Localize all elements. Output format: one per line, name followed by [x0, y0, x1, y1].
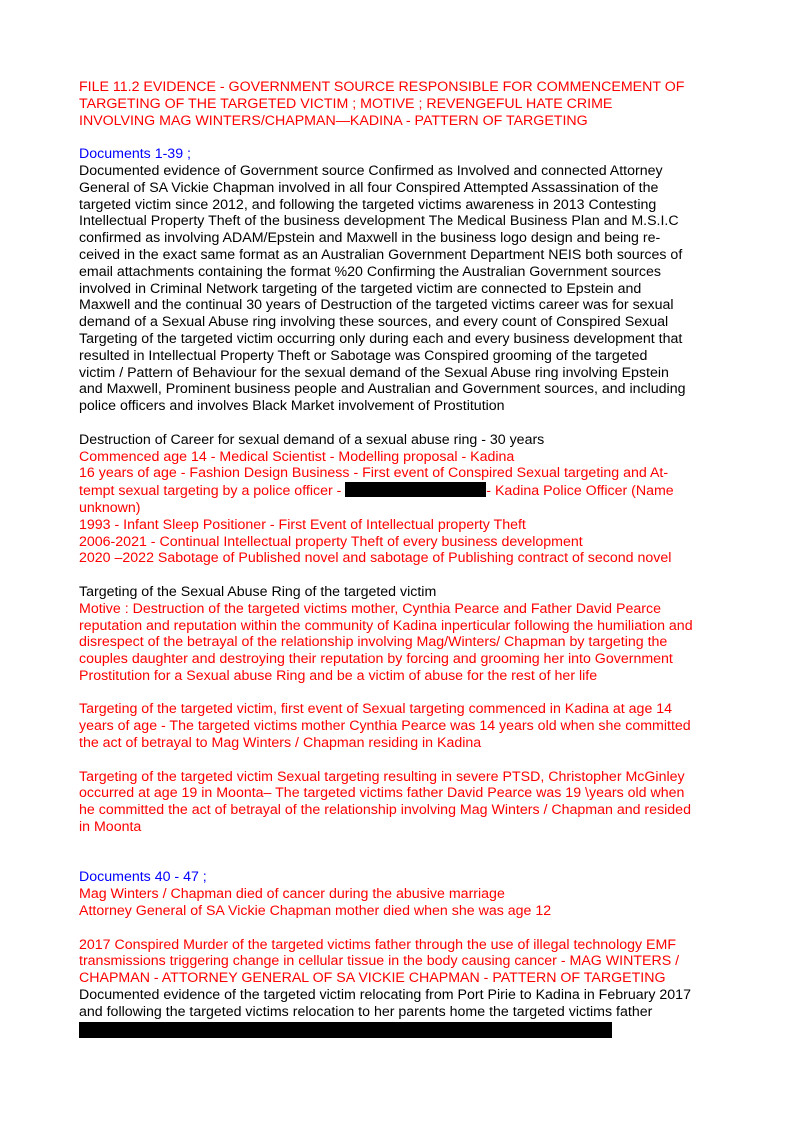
career-item: unknown): [79, 499, 141, 516]
career-list: [79, 449, 719, 568]
career-item-text: tempt sexual targeting by a police officer -: [79, 483, 346, 500]
motive-line: reputation and reputation within the community of Kadina inperticular following the humiliation and: [79, 617, 693, 634]
career-item: [79, 482, 719, 500]
murder-body: [79, 987, 719, 1038]
body-line: victim / Pattern of Behaviour for the sexual demand of the Sexual Abuse ring involving Epstein: [79, 364, 669, 381]
body-line: involved in Criminal Network targeting of the targeted victim are connected to Epstein and: [79, 280, 642, 297]
murder-body-line: Documented evidence of the targeted victim relocating from Port Pirie to Kadina in February 2017: [79, 987, 691, 1004]
motive-line: couples daughter and destroying their reputation by forcing and grooming her into Government: [79, 651, 673, 668]
paragraph-line: Targeting of the targeted victim, first event of Sexual targeting commenced in Kadina at age 14: [79, 701, 673, 718]
ring-title: Targeting of the Sexual Abuse Ring of the targeted victim: [79, 583, 437, 600]
paragraph-line: he committed the act of betrayal of the relationship involving Mag Winters / Chapman and resided: [79, 802, 691, 819]
body-line: email attachments containing the format %20 Confirming the Australian Government sources: [79, 263, 661, 280]
murder-line: 2017 Conspired Murder of the targeted victims father through the use of illegal technology EMF: [79, 936, 676, 953]
body-line: Targeting of the targeted victim occurring only during each and every business development that: [79, 330, 683, 347]
body-line: demand of a Sexual Abuse ring involving these sources, and every count of Conspired Sexual: [79, 314, 669, 331]
body-line: Intellectual Property Theft of the business development The Medical Business Plan and M.S.I.C: [79, 213, 679, 230]
redaction-bar: [345, 482, 486, 497]
career-item: 2006-2021 - Continual Intellectual property Theft of every business development: [79, 533, 583, 550]
motive-paragraph: [79, 601, 719, 685]
career-title: Destruction of Career for sexual demand of a sexual abuse ring - 30 years: [79, 431, 545, 448]
body-line: resulted in Intellectual Property Theft or Sabotage was Conspired grooming of the targeted: [79, 347, 648, 364]
body-line: Maxwell and the continual 30 years of Destruction of the targeted victims career was for sexual: [79, 297, 674, 314]
moonta-paragraph: [79, 769, 719, 836]
career-item: 16 years of age - Fashion Design Business - First event of Conspired Sexual targeting and At-: [79, 465, 669, 482]
body-line: and Maxwell, Prominent business people and Australian and Government sources, and including: [79, 381, 686, 398]
redaction-bar: [79, 1022, 612, 1038]
motive-line: Motive : Destruction of the targeted victims mother, Cynthia Pearce and Father David Pearce: [79, 600, 661, 617]
heading-line: FILE 11.2 EVIDENCE - GOVERNMENT SOURCE RESPONSIBLE FOR COMMENCEMENT OF: [79, 79, 685, 95]
body-line: Documented evidence of Government source Confirmed as Involved and connected Attorney: [79, 162, 663, 179]
heading-line: INVOLVING MAG WINTERS/CHAPMAN—KADINA - PATTERN OF TARGETING: [79, 112, 588, 129]
murder-heading: [79, 937, 719, 987]
murder-line: transmissions triggering change in cellular tissue in the body causing cancer - MAG WINTERS /: [79, 953, 680, 970]
motive-line: disrespect of the betrayal of the relationship involving Mag/Winters/ Chapman by targeting the: [79, 634, 668, 651]
paragraph-line: occurred at age 19 in Moonta– The targeted victims father David Pearce was 19 \years old when: [79, 785, 685, 802]
career-item: Commenced age 14 - Medical Scientist - Modelling proposal - Kadina: [79, 448, 515, 465]
paragraph-line: years of age - The targeted victims mother Cynthia Pearce was 14 years old when she committed: [79, 718, 691, 735]
section2-line: Mag Winters / Chapman died of cancer during the abusive marriage: [79, 886, 505, 903]
kadina-paragraph: [79, 701, 719, 751]
section1-body: [79, 163, 719, 415]
documents-40-47-label: Documents 40 - 47 ;: [79, 869, 207, 886]
section2-lines: [79, 886, 719, 920]
murder-line: CHAPMAN - ATTORNEY GENERAL OF SA VICKIE CHAPMAN - PATTERN OF TARGETING: [79, 970, 666, 987]
file-heading: [79, 79, 719, 129]
document-page: [79, 79, 719, 1038]
career-item-text: - Kadina Police Officer (Name: [486, 483, 674, 500]
motive-line: Prostitution for a Sexual abuse Ring and be a victim of abuse for the rest of her life: [79, 667, 598, 684]
paragraph-line: the act of betrayal to Mag Winters / Chapman residing in Kadina: [79, 735, 482, 752]
paragraph-line: Targeting of the targeted victim Sexual targeting resulting in severe PTSD, Christopher McGinley: [79, 768, 685, 785]
murder-body-line: and following the targeted victims relocation to her parents home the targeted victims father: [79, 1003, 653, 1020]
career-item: 1993 - Infant Sleep Positioner - First Event of Intellectual property Theft: [79, 516, 526, 533]
documents-1-39-label: Documents 1-39 ;: [79, 146, 191, 163]
section2-line: Attorney General of SA Vickie Chapman mother died when she was age 12: [79, 903, 552, 920]
heading-line: TARGETING OF THE TARGETED VICTIM ; MOTIVE ; REVENGEFUL HATE CRIME: [79, 95, 613, 112]
body-line: ceived in the exact same format as an Australian Government Department NEIS both sources of: [79, 246, 683, 263]
body-line: targeted victim since 2012, and following the targeted victims awareness in 2013 Contesting: [79, 196, 657, 213]
career-item: 2020 –2022 Sabotage of Published novel and sabotage of Publishing contract of second novel: [79, 550, 672, 567]
paragraph-line: in Moonta: [79, 819, 142, 836]
body-line: police officers and involves Black Market involvement of Prostitution: [79, 398, 505, 415]
body-line: General of SA Vickie Chapman involved in all four Conspired Attempted Assassination of the: [79, 179, 659, 196]
body-line: confirmed as involving ADAM/Epstein and Maxwell in the business logo design and being re-: [79, 230, 661, 247]
